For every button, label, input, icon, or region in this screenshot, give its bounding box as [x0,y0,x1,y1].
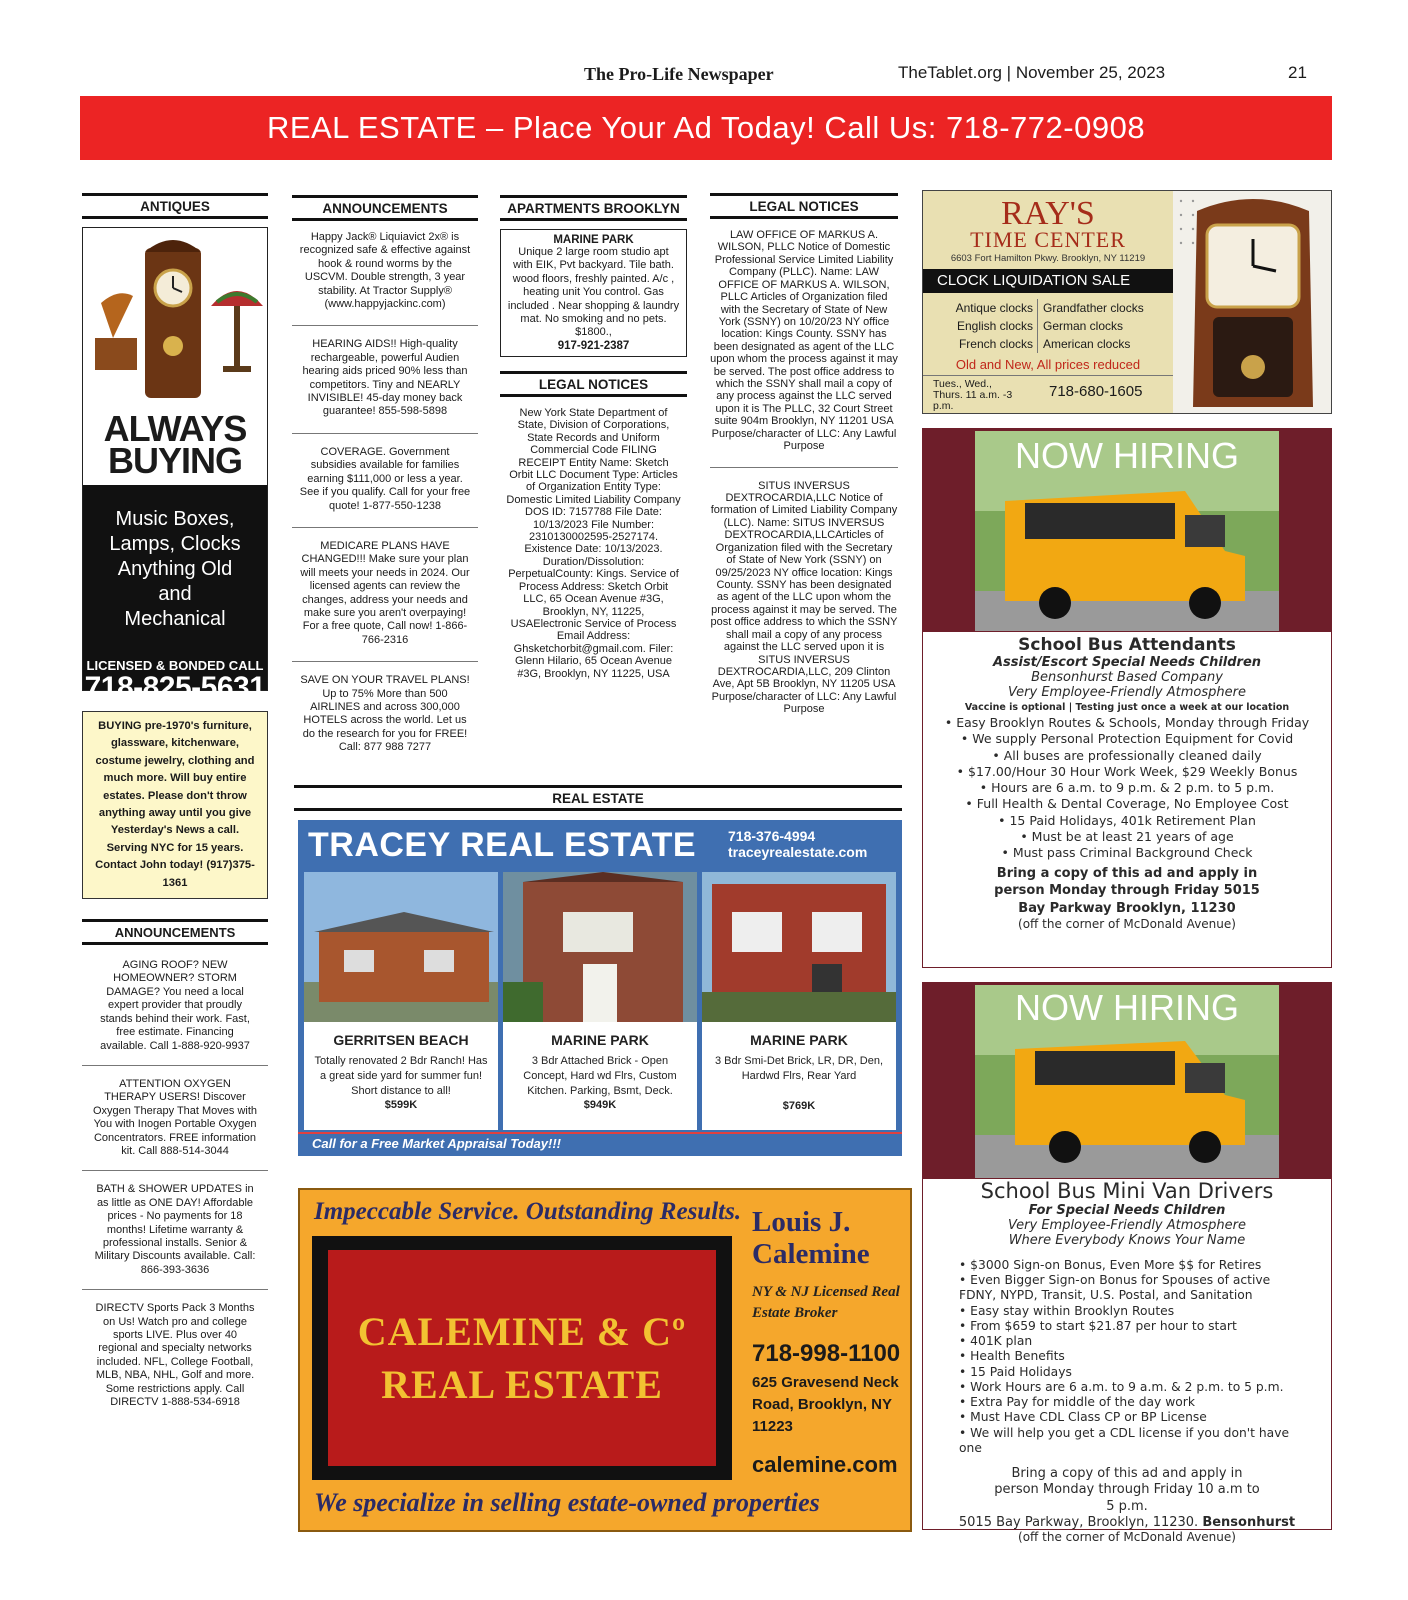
tracey-phone: 718-376-4994 [728,828,816,844]
hiring-bullet: • Even Bigger Sign-on Bonus for Spouses of active FDNY, NYPD, Transit, U.S. Postal, and Sanitation [959,1273,1271,1303]
rays-phone: 718-680-1605 [1049,383,1143,400]
always-buying-phone: 718-825-5631 [84,671,266,704]
legal-notice-text: New York State Department of State, Division of Corporations, State Records and Uniform Commercial Code FILING RECEIPT Entity Name: Sketch Orbit LLC Document Type: Articles of Organization Entity Type: Domestic Limited Liability Company DOS ID: 7157788 File Date: 10/13/2023 File Number: 2310130002595-2527174. Existence Date: 10/13/2023. Duration/Dissolution: PerpetualCounty: Kings. Service of Process Address: Sketch Orbit LLC, 65 Ocean Avenue #3G, Brooklyn, NY, 11225, USAElectronic Service of Process Email Address: Ghsketchorbit@gmail.com. Filer: Glenn Hilario, 65 Ocean Avenue #3G, Brooklyn, NY 11225, USA [506,406,681,680]
page-number: 21 [1288,63,1307,82]
hiring-bullet: • Must be at least 21 years of age [1020,828,1234,844]
hiring-bullet: • $17.00/Hour 30 Hour Work Week, $29 Weekly Bonus [956,763,1298,779]
announcement-item: DIRECTV Sports Pack 3 Months on Us! Watch pro and college sports LIVE. Plus over 40 regional and specialty networks included. NFL, College Football, MLB, NBA, NHL, Golf and more. Some restrictions apply. Call DIRECTV 1-888-534-6918 [95,1302,255,1409]
real-estate-banner: REAL ESTATE – Place Your Ad Today! Call Us: 718-772-0908 [80,96,1332,160]
hiring-bullet: • Work Hours are 6 a.m. to 9 a.m. & 2 p.m. to 5 p.m. [959,1379,1284,1394]
hiring-headline: NOW HIRING [1015,435,1239,476]
hiring-bullets [923,1248,1331,1456]
always-buying-title: ALWAYS BUYING [103,408,247,481]
announcements-column [292,195,478,755]
legal-right-heading: LEGAL NOTICES [710,193,898,219]
wall-clock-photo [1173,191,1331,413]
calemine-top: Impeccable Service. Outstanding Results. [314,1198,742,1225]
hiring-title: School Bus Attendants [1018,635,1236,655]
listing-card [503,872,697,1130]
hiring-sub1: Assist/Escort Special Needs Children [992,655,1262,670]
apartment-text: Unique 2 large room studio apt with EIK, Pvt backyard. Tile bath. wood floors, freshly painted. A/c , heating unit You control. Gas included . Near shopping & laundry mat. No smoking and no pets. $1800., [507,246,680,339]
hiring-sub1: For Special Needs Children [1028,1203,1226,1218]
hiring-bullet: • 15 Paid Holidays [959,1364,1072,1379]
hiring-bullet: • Extra Pay for middle of the day work [959,1395,1195,1410]
hiring-bullet: • Hours are 6 a.m. to 9 p.m. & 2 p.m. to 5 p.m. [979,780,1275,795]
listing-title: MARINE PARK [551,1032,649,1048]
calemine-logo-line1: CALEMINE & Cº [357,1309,687,1354]
clock-type: German clocks [1043,319,1124,333]
announcements-mid-heading: ANNOUNCEMENTS [292,195,478,221]
listing-card [702,872,896,1130]
always-buying-items: Music Boxes, Lamps, Clocks Anything Old and Mechanical [109,508,241,630]
clock-type: English clocks [956,319,1033,333]
announcement-item: BATH & SHOWER UPDATES in as little as ONE DAY! Affordable prices - No payments for 18 months! Lifetime warranty & professional installs. Senior & Military Discounts available. Call: 866-393-3636 [94,1183,256,1276]
hiring-vaccine: Vaccine is optional | Testing just once a week at our location [964,702,1290,713]
calemine-bottom: We specialize in selling estate-owned properties [314,1488,820,1517]
announcement-item: AGING ROOF? NEW HOMEOWNER? STORM DAMAGE? You need a local expert provider that proudly stands behind their work. Fast, free estimate. Financing available. Call 1-888-920-9937 [100,959,250,1052]
listing-price: $949K [583,1098,617,1111]
rays-name: RAY'S [1001,195,1095,232]
apartments-heading: APARTMENTS BROOKLYN [500,195,687,221]
hiring-bullet: • Must pass Criminal Background Check [1001,845,1253,860]
rays-hours: Tues., Wed., Thurs. 11 a.m. -3 p.m. [933,378,1013,412]
calemine-logo [328,1250,716,1466]
rays-time-center-ad [922,190,1332,414]
listing-desc: 3 Bdr Attached Brick - Open Concept, Hard wd Flrs, Custom Kitchen. Parking, Bsmt, Deck. [523,1055,677,1097]
calemine-address: 625 Gravesend Neck Road, Brooklyn, NY 11223 [752,1374,899,1435]
hiring-area: Bensonhurst [1202,1514,1296,1530]
rays-divider [1037,299,1038,353]
clock-type: French clocks [958,337,1033,351]
rays-clocks-right [1043,299,1144,353]
hiring-sub2: Very Employee-Friendly Atmosphere [1008,1218,1246,1233]
rays-clocks-left [943,299,1033,353]
rays-sale: CLOCK LIQUIDATION SALE [923,269,1173,293]
rays-rule [923,375,1173,376]
yesterdays-news-ad: BUYING pre-1970's furniture, glassware, kitchenware, costume jewelry, clothing and much more. Will buy entire estates. Please don't throw anything away until you give Yesterday's News a call. Serving NYC for 15 years. Contact John today! (917)375-1361 [82,711,268,899]
antiques-column [82,193,268,1409]
listing-price: $769K [782,1099,816,1112]
hiring-body [923,635,1331,931]
legal-notice-text: SITUS INVERSUS DEXTROCARDIA,LLC Notice of formation of Limited Liability Company (LLC). Name: SITUS INVERSUS DEXTROCARDIA,LLCArticles of Organization filed with the Secretary of State of New York (SSNY) on 09/25/2023 NY office location: Kings County. SSNY has been designated as agent of the LLC upon whom the process against it may be served. The post office address to which the SSNY shall mail a copy of any process against the LLC served upon it is SITUS INVERSUS DEXTROCARDIA,LLC, 209 Clinton Ave, Apt 5B Brooklyn, NY 11205 USA Purpose/character of LLC: Any Lawful Purpose [710,479,898,716]
legal-mid-heading: LEGAL NOTICES [500,371,687,397]
rays-note: Old and New, All prices reduced [955,357,1141,372]
tracey-name: TRACEY REAL ESTATE [308,826,697,864]
paper-name: The Pro-Life Newspaper [584,64,774,84]
calemine-logo-line2: REAL ESTATE [381,1362,663,1407]
licensed-label: LICENSED & BONDED CALL [86,658,264,673]
calemine-ad [298,1188,912,1532]
house-photo [503,872,697,1022]
hiring-bullet: • Health Benefits [959,1349,1065,1364]
announcement-item: MEDICARE PLANS HAVE CHANGED!!! Make sure your plan will meets your needs in 2024. Our licensed agents can review the changes, address your needs and make sure you aren't overpaying! For a free quote, Call now! 1-866-766-2316 [300,539,470,646]
hiring-bullet: • Easy stay within Brooklyn Routes [959,1303,1175,1318]
site-date: TheTablet.org | November 25, 2023 [898,63,1166,82]
hiring-address: 5015 Bay Parkway, Brooklyn, 11230. [958,1514,1199,1530]
hiring-bullet: • $3000 Sign-on Bonus, Even More $$ for Retires [959,1258,1262,1272]
apartment-listing [500,229,687,357]
hiring-body [923,1179,1331,1544]
announcement-item: Happy Jack® Liquiavict 2x® is recognized safe & effective against hook & round worms by the USCVM. Double strength, 3 year stability. At Tractor Supply® (www.happyjackinc.com) [299,231,471,311]
listing-title: MARINE PARK [750,1032,848,1048]
hiring-bullet: • Full Health & Dental Coverage, No Employee Cost [965,796,1289,812]
hiring-sub2: Bensonhurst Based Company [1031,670,1223,685]
hiring-title: School Bus Mini Van Drivers [980,1179,1274,1203]
always-buying-black-panel [83,485,267,704]
hiring-bullet: • 15 Paid Holidays, 401k Retirement Plan [998,812,1256,828]
tracey-real-estate-ad [298,820,902,1156]
always-buying-ad [82,227,268,704]
announcement-item: HEARING AIDS!! High-quality rechargeable, powerful Audien hearing aids priced 90% less than competitors. Tiny and NEARLY INVISIBLE! 45-day money back guarantee! 855-598-5898 [302,338,468,418]
announcement-item: SAVE ON YOUR TRAVEL PLANS! Up to 75% More than 500 AIRLINES and across 300,000 HOTELS across the world. Let us do the research for you for FREE! Call: 877 988 7277 [300,674,470,754]
listing-title: GERRITSEN BEACH [333,1032,469,1048]
hiring-corner: (off the corner of McDonald Avenue) [1018,916,1236,931]
hiring-bullet: • We supply Personal Protection Equipment for Covid [960,731,1294,747]
apartment-title: MARINE PARK [553,234,634,246]
rays-subtitle: TIME CENTER [970,227,1126,252]
hiring-sub3: Where Everybody Knows Your Name [1008,1233,1246,1248]
clock-type: Grandfather clocks [1043,301,1144,315]
clock-type: American clocks [1043,337,1131,351]
legal-notices-column [710,193,898,716]
calemine-site: calemine.com [752,1452,898,1477]
house-photo [702,872,896,1022]
apartment-phone: 917-921-2387 [557,339,630,352]
listing-desc: Totally renovated 2 Bdr Ranch! Has a great side yard for summer fun! Short distance to all! [314,1055,488,1097]
tracey-site: traceyrealestate.com [728,844,868,860]
calemine-broker-name: Louis J. Calemine [752,1206,870,1270]
hiring-apply: Bring a copy of this ad and apply in person Monday through Friday 5015 Bay Parkway Brooklyn, 11230 [994,866,1260,916]
antiques-illustration [83,228,267,413]
hiring-headline: NOW HIRING [1015,987,1239,1028]
hiring-bullet: • From $659 to start $21.87 per hour to start [959,1318,1237,1333]
rays-address: 6603 Fort Hamilton Pkwy. Brooklyn, NY 11219 [950,253,1146,264]
now-hiring-drivers-ad [922,982,1332,1544]
announcement-item: COVERAGE. Government subsidies available for families earning $111,000 or less a year. See if you qualify. Call for your free quote! 1-877-550-1238 [299,445,471,512]
calemine-phone: 718-998-1100 [752,1340,901,1367]
listing-card [304,872,498,1130]
now-hiring-attendants-ad [922,428,1332,968]
hiring-sub3: Very Employee-Friendly Atmosphere [1008,685,1246,700]
apartments-column [500,195,687,680]
hiring-bullet: • We will help you get a CDL license if you don't have one [959,1425,1290,1455]
hiring-bullet: • Must Have CDL Class CP or BP License [959,1410,1207,1425]
legal-notice-text: LAW OFFICE OF MARKUS A. WILSON, PLLC Notice of Domestic Professional Service Limited Liability Company (PLLC). Name: LAW OFFICE OF MARKUS A. WILSON, PLLC Articles of Organization filed with the Secretary of State of New York (SSNY) on 10/20/23 NY office location: Kings County. SSNY has been designated as agent of the LLC upon whom the process against it may be served. The post office address to which the SSNY shall mail a copy of any process against the LLC served upon it is The PLLC, 32 Court Street suite 904m Brooklyn, NY 11201 USA Purpose/character of LLC: Any Lawful Purpose [710,229,898,453]
calemine-license: NY & NJ Licensed Real Estate Broker [752,1284,900,1321]
hiring-bullets [923,715,1331,861]
antiques-heading: ANTIQUES [82,193,268,219]
tracey-stripe [298,1132,902,1134]
house-photo [304,872,498,1022]
hiring-bullet: • All buses are professionally cleaned daily [992,747,1262,763]
hiring-apply: Bring a copy of this ad and apply in person Monday through Friday 10 a.m to 5 p.m. [994,1466,1260,1514]
hiring-bullet: • 401K plan [959,1334,1033,1349]
announcement-item: ATTENTION OXYGEN THERAPY USERS! Discover Oxygen Therapy That Moves with You with Inogen Portable Oxygen Concentrators. FREE information kit. Call 888-514-3044 [92,1077,258,1157]
announcements-left-heading: ANNOUNCEMENTS [82,919,268,945]
real-estate-heading: REAL ESTATE [294,785,902,811]
hiring-corner: (off the corner of McDonald Avenue) [1018,1529,1236,1544]
hiring-bullet: • Easy Brooklyn Routes & Schools, Monday through Friday [944,715,1310,730]
tracey-footer: Call for a Free Market Appraisal Today!!! [312,1136,561,1151]
clock-type: Antique clocks [955,301,1033,315]
listing-desc: 3 Bdr Smi-Det Brick, LR, DR, Den, Hardwd Flrs, Rear Yard [714,1055,884,1082]
listing-price: $599K [384,1098,418,1111]
hiring-address-line [923,1515,1331,1530]
calemine-logo-frame [312,1236,732,1480]
